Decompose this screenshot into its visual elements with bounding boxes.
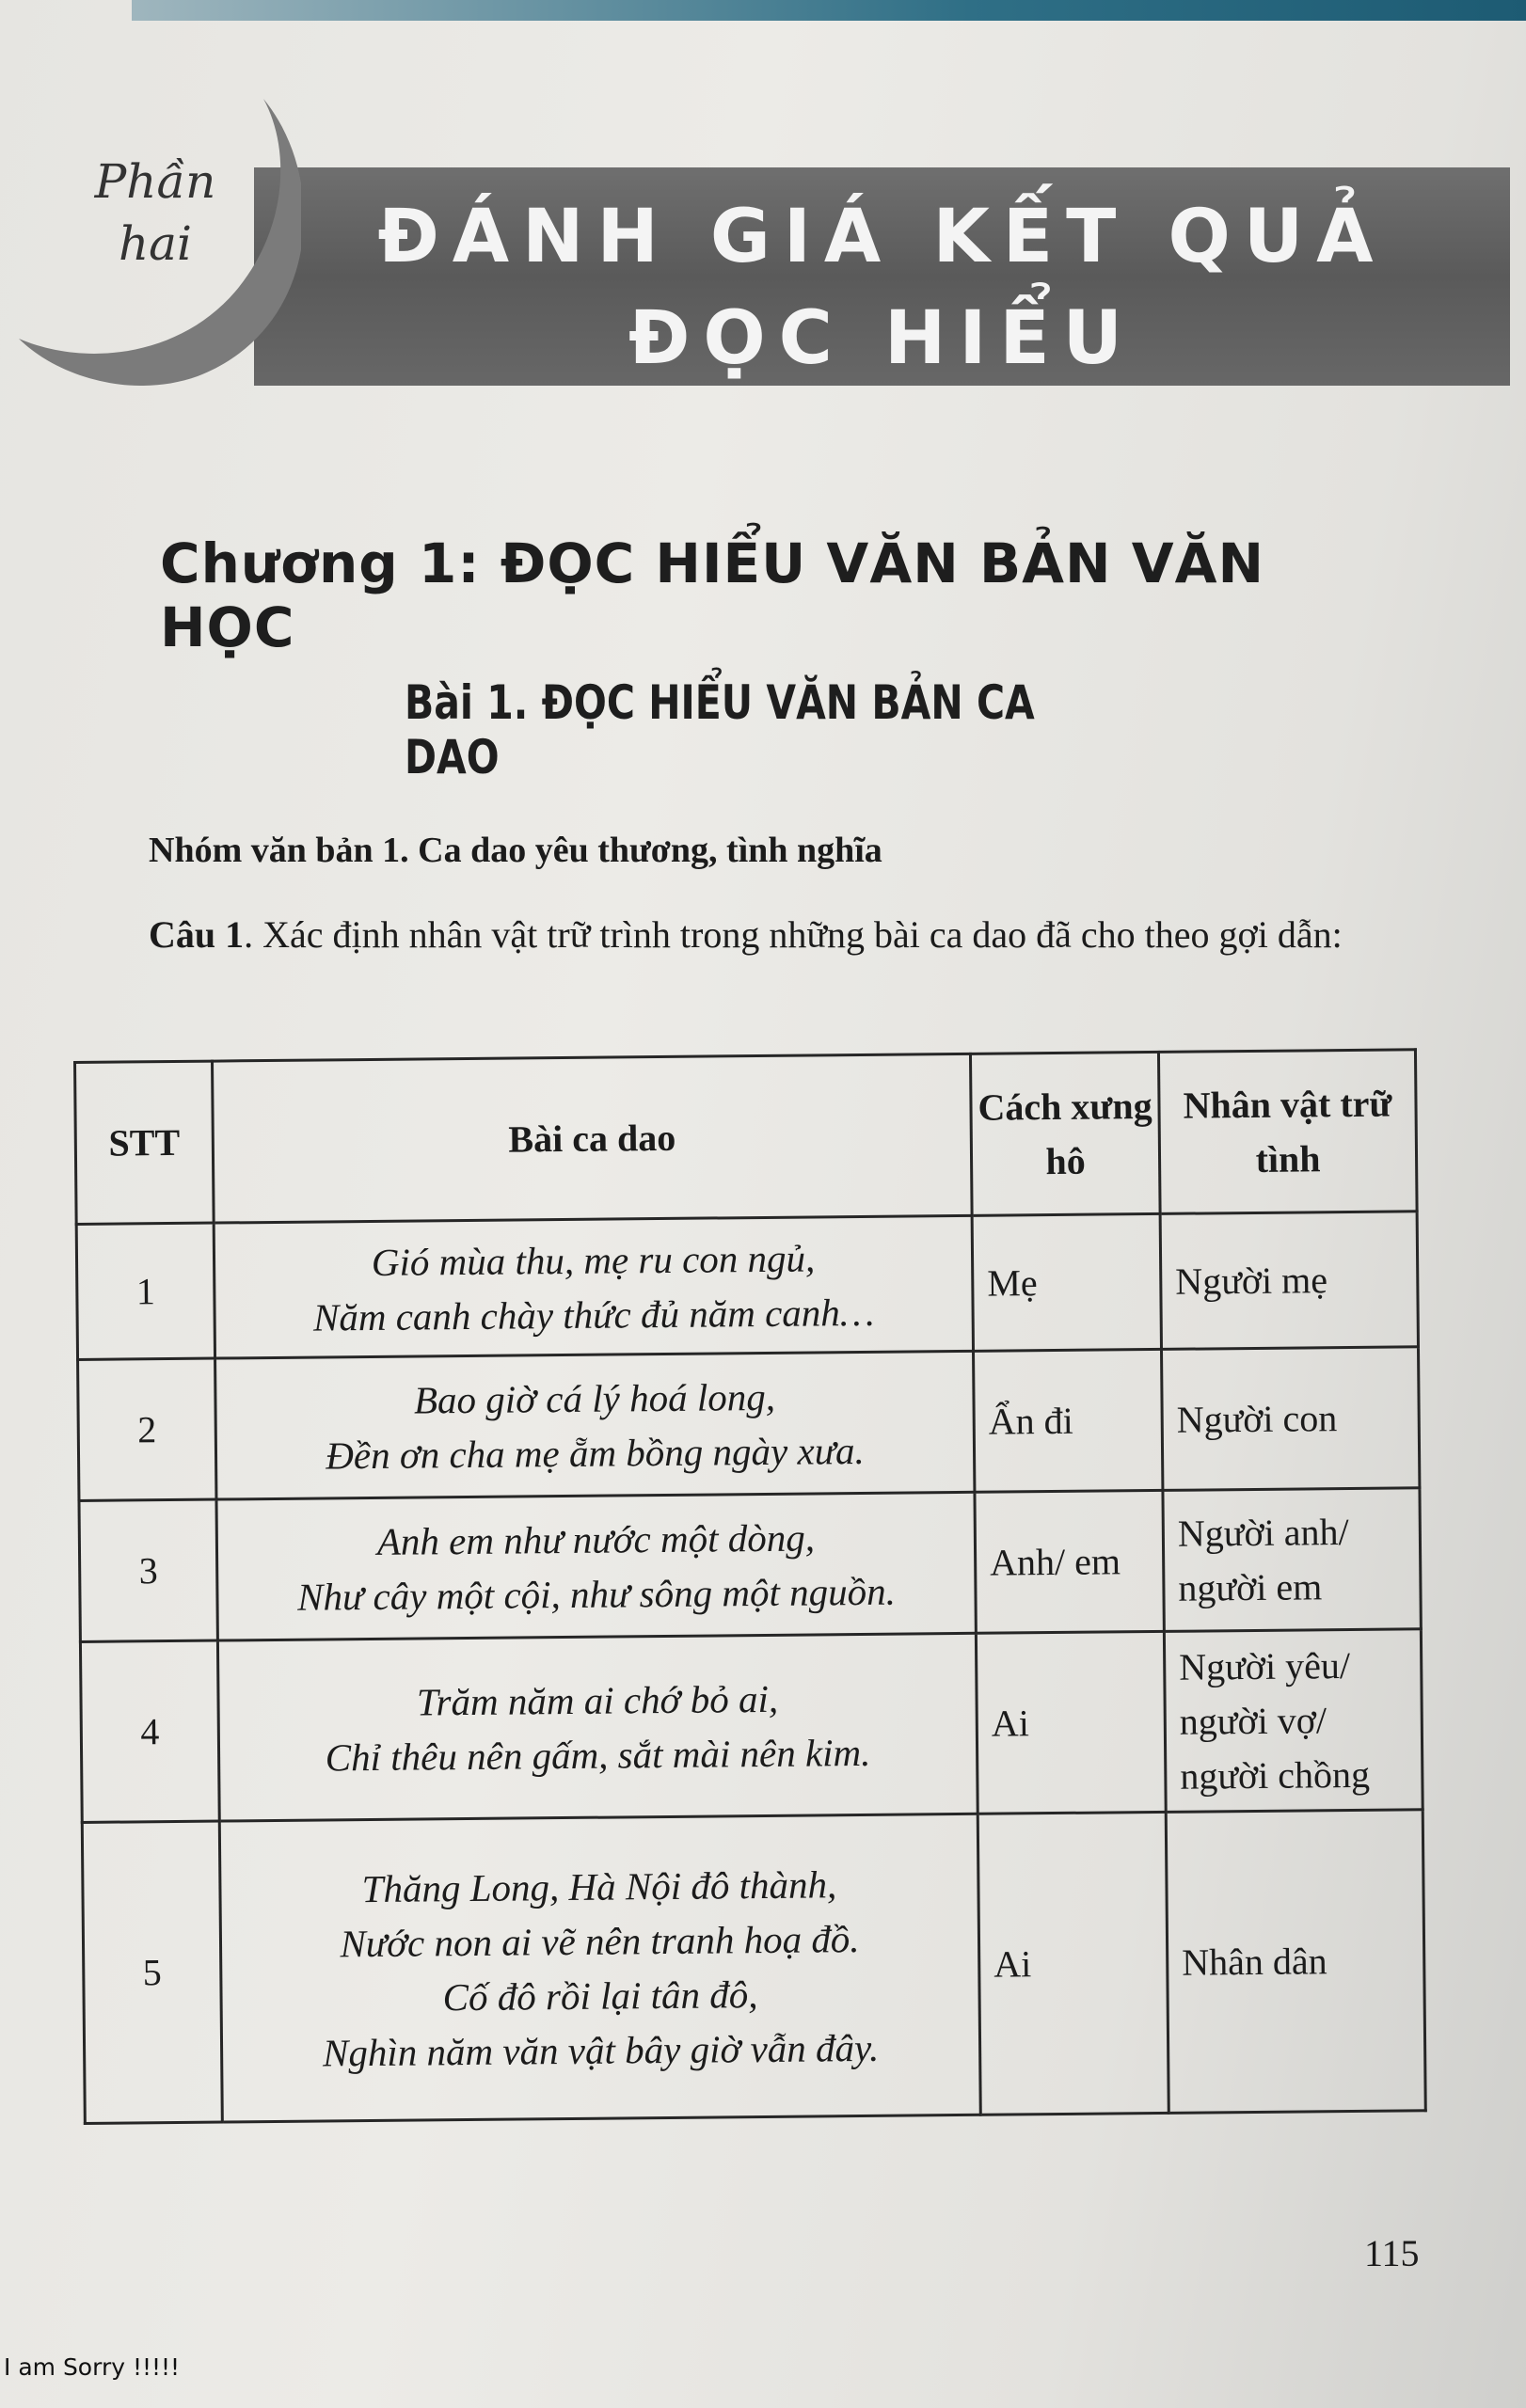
row-poem xyxy=(215,1351,975,1499)
part-label-line-1: Phần xyxy=(94,154,216,209)
row-address: Ẩn đi xyxy=(974,1349,1163,1492)
row-character: Người anh/ người em xyxy=(1163,1488,1421,1632)
section-title-line-1: ĐÁNH GIÁ KẾT QUẢ xyxy=(377,195,1387,279)
poem-line: Như cây một cội, như sông một nguồn. xyxy=(296,1569,897,1619)
table-header-row xyxy=(75,1050,1418,1225)
section-title xyxy=(254,186,1510,389)
lesson-title: Bài 1. ĐỌC HIỂU VĂN BẢN CA DAO xyxy=(405,675,1035,784)
row-character: Người yêu/ người vợ/ người chồng xyxy=(1164,1629,1423,1813)
poem-line: Cố đô rồi lại tân đô, xyxy=(442,1972,758,2019)
row-address: Ai xyxy=(976,1631,1166,1814)
group-title: Nhóm văn bản 1. Ca dao yêu thương, tình nghĩa xyxy=(149,831,882,870)
row-poem xyxy=(216,1492,976,1640)
row-character: Người mẹ xyxy=(1160,1212,1418,1350)
poem-line: Đền ơn cha mẹ ẵm bồng ngày xưa. xyxy=(326,1428,866,1477)
header-poem: Bài ca dao xyxy=(213,1054,973,1223)
header-character: Nhân vật trữ tình xyxy=(1158,1050,1417,1214)
lyric-character-table xyxy=(73,1048,1427,2125)
row-character: Người con xyxy=(1161,1347,1419,1491)
header-stt: STT xyxy=(75,1061,215,1224)
chapter-title: Chương 1: ĐỌC HIỂU VĂN BẢN VĂN HỌC xyxy=(160,531,1265,659)
row-stt: 5 xyxy=(82,1821,222,2123)
poem-line: Bao giờ cá lý hoá long, xyxy=(413,1374,776,1422)
row-stt: 1 xyxy=(76,1223,215,1359)
question-1 xyxy=(75,905,1411,965)
header-address: Cách xưng hô xyxy=(970,1052,1160,1215)
row-character: Nhân dân xyxy=(1166,1810,1425,2114)
row-address: Anh/ em xyxy=(975,1490,1164,1633)
poem-line: Năm canh chày thức đủ năm canh… xyxy=(312,1290,875,1339)
footer-note: I am Sorry !!!!! xyxy=(4,2353,181,2381)
row-stt: 3 xyxy=(79,1499,217,1641)
table-row xyxy=(79,1488,1421,1642)
row-address: Mẹ xyxy=(972,1213,1161,1351)
page-number: 115 xyxy=(1364,2232,1420,2274)
poem-line: Chỉ thêu nên gấm, sắt mài nên kim. xyxy=(325,1730,871,1779)
table-row xyxy=(82,1810,1425,2124)
row-address: Ai xyxy=(978,1812,1168,2115)
row-poem xyxy=(214,1215,973,1358)
row-poem xyxy=(217,1633,978,1821)
question-label: Câu 1 xyxy=(149,913,245,956)
row-stt: 4 xyxy=(80,1640,219,1822)
question-text: . Xác định nhân vật trữ trình trong những bài ca dao đã cho theo gợi dẫn: xyxy=(244,913,1343,956)
part-label xyxy=(66,150,245,275)
poem-line: Thăng Long, Hà Nội đô thành, xyxy=(361,1861,837,1910)
poem-line: Nghìn năm văn vật bây giờ vẫn đây. xyxy=(322,2025,880,2075)
top-color-strip xyxy=(132,0,1526,21)
poem-line: Gió mùa thu, mẹ ru con ngủ, xyxy=(371,1235,816,1284)
part-label-line-2: hai xyxy=(118,216,192,271)
table-row xyxy=(78,1347,1420,1501)
poem-line: Anh em như nước một dòng, xyxy=(376,1514,816,1563)
table-row xyxy=(80,1629,1423,1823)
section-title-line-2: ĐỌC HIỂU xyxy=(628,296,1136,381)
row-stt: 2 xyxy=(78,1358,216,1500)
poem-line: Trăm năm ai chớ bỏ ai, xyxy=(416,1676,779,1724)
poem-line: Nước non ai vẽ nên tranh hoạ đồ. xyxy=(340,1916,860,1965)
table-row xyxy=(76,1212,1418,1360)
row-poem xyxy=(219,1814,980,2122)
